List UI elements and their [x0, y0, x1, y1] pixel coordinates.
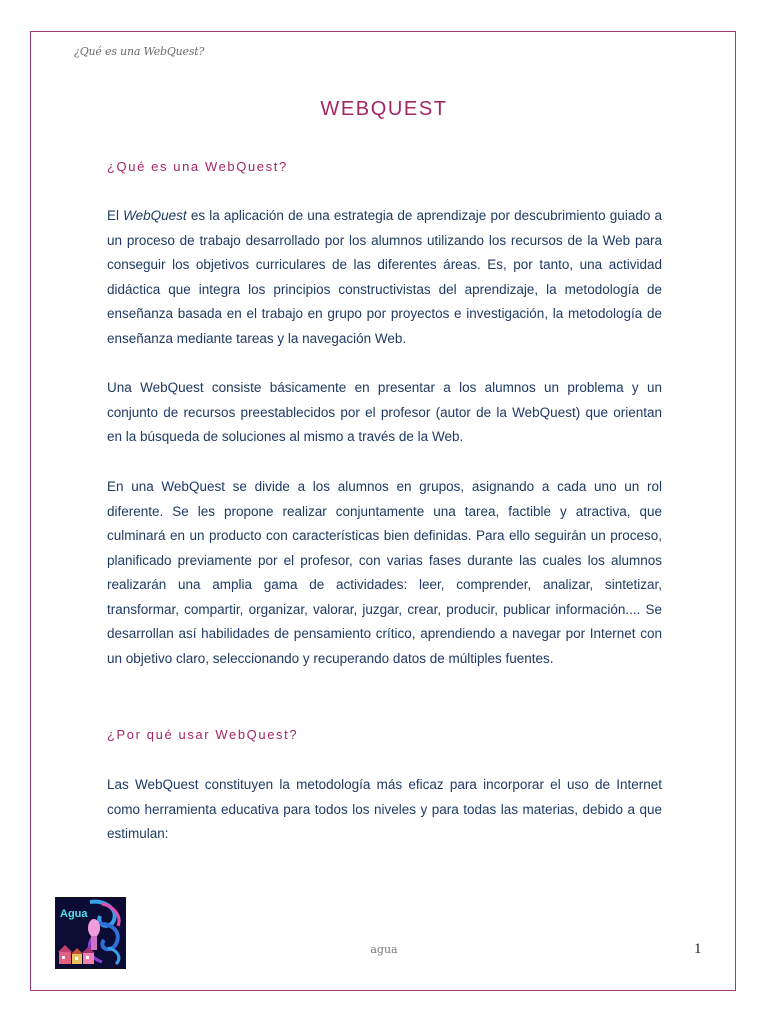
emphasis-webquest: WebQuest: [123, 208, 187, 223]
document-title: WEBQUEST: [320, 98, 448, 120]
page-number: 1: [694, 941, 702, 957]
svg-text:Agua: Agua: [60, 908, 88, 920]
paragraph-grupos: En una WebQuest se divide a los alumnos en grupos, asignando a cada uno un rol diferente. Se les propone realizar conjuntamente una tarea, factible y atractiva, que culminará en un producto con características bien definidas. Para ello seguirán un proceso, planificado previamente por el profesor, con varias fases durante las cuales los alumnos realizarán una amplia gama de actividades: leer, comprender, analizar, sintetizar, transformar, compartir, organizar, valorar, juzgar, crear, producir, publicar información.... Se desarrollan así habilidades de pensamiento crítico, aprendiendo a navegar por Internet con un objetivo claro, seleccionando y recuperando datos de múltiples fuentes.: [107, 479, 662, 666]
section-heading-que-es: ¿Qué es una WebQuest?: [107, 159, 288, 174]
paragraph-definition: [107, 204, 662, 351]
footer-center-text: agua: [370, 943, 398, 956]
agua-logo: [55, 897, 126, 969]
section-heading-por-que: ¿Por qué usar WebQuest?: [107, 727, 299, 742]
running-header: ¿Qué es una WebQuest?: [74, 45, 205, 58]
paragraph-consiste: Una WebQuest consiste básicamente en presentar a los alumnos un problema y un conjunto de recursos preestablecidos por el profesor (autor de la WebQuest) que orientan en la búsqueda de soluciones al mismo a través de la Web.: [107, 380, 662, 444]
paragraph-lead: El: [107, 208, 124, 223]
paragraph-eficaz: Las WebQuest constituyen la metodología más eficaz para incorporar el uso de Internet como herramienta educativa para todos los niveles y para todas las materias, debido a que estimulan:: [107, 777, 662, 841]
paragraph-body: es la aplicación de una estrategia de aprendizaje por descubrimiento guiado a un proceso de trabajo desarrollado por los alumnos utilizando los recursos de la Web para conseguir los objetivos curriculares de las diferentes áreas. Es, por tanto, una actividad didáctica que integra los principios constructivistas del aprendizaje, la metodología de enseñanza basada en el trabajo en grupo por proyectos e investigación, la metodología de enseñanza mediante tareas y la navegación Web.: [107, 208, 662, 346]
agua-logo-art: [56, 898, 125, 968]
